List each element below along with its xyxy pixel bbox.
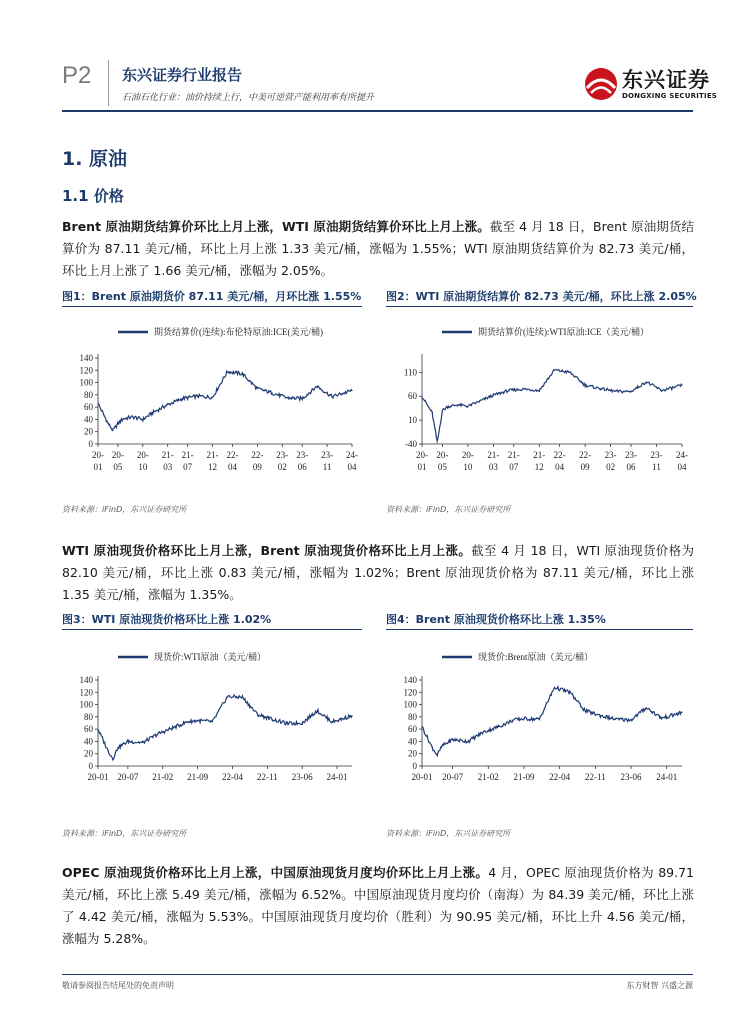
data-point (182, 398, 183, 399)
x-tick-label: 04 (227, 462, 237, 472)
x-tick-label: 04 (347, 462, 357, 472)
x-tick-label: 24-01 (326, 772, 348, 782)
x-tick-label: 24- (676, 450, 688, 460)
y-tick-label: 120 (79, 687, 93, 698)
x-tick-label: 02 (606, 462, 616, 472)
x-tick-label: 04 (677, 462, 687, 472)
data-point (157, 733, 158, 734)
data-point (523, 388, 524, 389)
header-rule (62, 110, 693, 112)
x-tick-label: 06 (626, 462, 636, 472)
x-tick-label: 20- (416, 450, 428, 460)
x-tick-label: 20- (461, 450, 474, 460)
x-tick-label: 20-07 (117, 772, 139, 782)
footer-slogan: 东方财智 兴盛之源 (626, 981, 693, 990)
x-tick-label: 23- (296, 450, 309, 460)
data-point (287, 723, 288, 724)
data-point (336, 720, 337, 721)
data-point (508, 390, 509, 391)
y-tick-label: 80 (408, 711, 417, 722)
footer-disclaimer: 敬请参阅报告结尾处的免责声明 (62, 981, 174, 990)
y-tick-label: 140 (79, 353, 93, 363)
data-point (630, 719, 631, 720)
report-title: 东兴证券行业报告 (122, 66, 243, 84)
data-point (97, 403, 98, 404)
series-line (98, 695, 352, 760)
data-point (187, 721, 188, 722)
data-point (227, 371, 228, 372)
x-tick-label: 07 (183, 462, 193, 472)
y-tick-label: 20 (408, 748, 417, 759)
data-point (600, 388, 601, 389)
y-tick-label: 40 (84, 414, 93, 425)
figure-3-source: 资料来源：iFinD，东兴证券研究所 (62, 829, 187, 838)
data-point (331, 396, 332, 397)
data-point (661, 390, 662, 391)
data-point (437, 442, 438, 443)
y-tick-label: 60 (84, 724, 93, 735)
data-point (152, 412, 153, 413)
x-tick-label: 22- (579, 450, 592, 460)
x-tick-label: 22-04 (549, 772, 571, 782)
x-tick-label: 23-06 (291, 772, 313, 782)
data-point (569, 372, 570, 373)
x-tick-label: 05 (437, 462, 447, 472)
x-tick-label: 03 (163, 462, 173, 472)
x-tick-label: 23- (625, 450, 638, 460)
x-tick-label: 05 (113, 462, 123, 472)
data-point (539, 719, 540, 720)
data-point (615, 391, 616, 392)
x-tick-label: 21- (533, 450, 546, 460)
data-point (351, 390, 352, 391)
figure-4-rule (386, 629, 693, 630)
y-tick-label: 120 (403, 687, 417, 698)
x-tick-label: 20-07 (442, 772, 464, 782)
x-tick-label: 24-01 (656, 772, 678, 782)
data-point (132, 416, 133, 417)
data-point (523, 718, 524, 719)
x-tick-label: 20- (436, 450, 449, 460)
legend-label: 期货结算价(连续):WTI原油:ICE（美元/桶） (478, 327, 649, 337)
y-tick-label: 100 (79, 377, 93, 388)
paragraph-lead: OPEC 原油现货价格环比上月上涨，中国原油现货月度均价环比上月上涨。 (62, 865, 489, 880)
legend-label: 现货价:WTI原油（美元/桶） (154, 652, 266, 662)
y-tick-label: 0 (412, 761, 417, 771)
data-point (112, 430, 113, 431)
x-tick-label: 01 (93, 462, 103, 472)
data-point (432, 412, 433, 413)
x-tick-label: 21- (507, 450, 520, 460)
series-line (422, 687, 682, 756)
x-tick-label: 21- (161, 450, 174, 460)
x-tick-label: 22- (553, 450, 566, 460)
y-tick-label: 80 (84, 711, 93, 722)
data-point (661, 717, 662, 718)
x-tick-label: 09 (580, 462, 590, 472)
y-tick-label: 40 (408, 736, 417, 747)
x-tick-label: 03 (488, 462, 498, 472)
paragraph-body: 截至 4 月 18 日，WTI 原油现货价格为 82.10 美元/桶，环比上涨 0.83 美元/桶，涨幅为 1.02%；Brent 原油现货价格为 87.11 美元/桶，环比上涨 1.35 美元/桶，涨幅为 1.35%。 (62, 543, 694, 602)
figure-2-source: 资料来源：iFinD，东兴证券研究所 (386, 505, 511, 514)
y-tick-label: 120 (79, 365, 93, 376)
series-line (422, 370, 682, 442)
x-tick-label: 21-09 (513, 772, 535, 782)
data-point (437, 754, 438, 755)
x-tick-label: 02 (277, 462, 287, 472)
data-point (554, 687, 555, 688)
data-point (681, 385, 682, 386)
data-point (197, 720, 198, 721)
x-tick-label: 21-02 (477, 772, 499, 782)
x-tick-label: 22- (226, 450, 239, 460)
data-point (585, 710, 586, 711)
y-tick-label: 10 (408, 415, 417, 426)
y-tick-label: 20 (84, 748, 93, 759)
x-tick-label: 10 (463, 462, 473, 472)
figure-4-caption: 图4：Brent 原油现货价格环比上涨 1.35% (386, 613, 606, 626)
data-point (477, 401, 478, 402)
x-tick-label: 22- (251, 450, 264, 460)
data-point (257, 714, 258, 715)
page-number: P2 (62, 62, 92, 89)
y-tick-label: 100 (403, 699, 417, 710)
data-point (112, 758, 113, 759)
y-tick-label: 60 (84, 402, 93, 413)
chart-brent-futures (62, 318, 362, 484)
data-point (467, 741, 468, 742)
footer-rule (62, 974, 693, 975)
data-point (117, 747, 118, 748)
data-point (569, 692, 570, 693)
x-tick-label: 11 (322, 462, 332, 472)
data-point (630, 391, 631, 392)
data-point (681, 712, 682, 713)
paragraph-lead: WTI 原油现货价格环比上月上涨，Brent 原油现货价格环比上月上涨。 (62, 543, 472, 558)
y-tick-label: 60 (408, 391, 417, 402)
data-point (142, 419, 143, 420)
data-point (483, 732, 484, 733)
data-point (600, 715, 601, 716)
data-point (421, 396, 422, 397)
data-point (498, 726, 499, 727)
data-point (117, 423, 118, 424)
x-tick-label: 21-09 (187, 772, 209, 782)
x-tick-label: 06 (297, 462, 307, 472)
data-point (585, 385, 586, 386)
x-tick-label: 10 (138, 462, 148, 472)
y-tick-label: 140 (403, 675, 417, 685)
y-tick-label: 40 (84, 736, 93, 747)
x-tick-label: 22-11 (584, 772, 606, 782)
paragraph-futures (62, 216, 694, 282)
legend-label: 现货价:Brent原油（美元/桶） (478, 652, 593, 662)
data-point (212, 721, 213, 722)
x-tick-label: 01 (417, 462, 427, 472)
data-point (554, 369, 555, 370)
data-point (442, 410, 443, 411)
y-tick-label: -40 (405, 439, 417, 449)
report-subtitle: 石油石化行业：油价持续上行，中美可逆营产能利用率有所提升 (122, 93, 375, 103)
data-point (351, 715, 352, 716)
section-heading: 1. 原油 (62, 148, 128, 170)
header-divider (108, 60, 109, 106)
paragraph-lead: Brent 原油期货结算价环比上月上涨，WTI 原油期货结算价环比上月上涨。 (62, 219, 490, 234)
chart-brent-spot (386, 644, 693, 794)
x-tick-label: 22-04 (221, 772, 243, 782)
figure-1-caption: 图1：Brent 原油期货价 87.11 美元/桶，月环比涨 1.55% (62, 290, 362, 303)
figure-2-caption: 图2：WTI 原油期货结算价 82.73 美元/桶，环比上涨 2.05% (386, 290, 697, 303)
x-tick-label: 21- (487, 450, 500, 460)
series-line (98, 371, 352, 430)
x-tick-label: 23-06 (620, 772, 642, 782)
data-point (539, 390, 540, 391)
x-tick-label: 11 (652, 462, 661, 472)
data-point (646, 707, 647, 708)
data-point (615, 719, 616, 720)
data-point (513, 719, 514, 720)
y-tick-label: 110 (403, 367, 417, 378)
x-tick-label: 09 (252, 462, 262, 472)
chart-wti-spot (62, 644, 362, 794)
y-tick-label: 100 (79, 699, 93, 710)
x-tick-label: 20-01 (411, 772, 433, 782)
paragraph-body: 4 月，OPEC 原油现货价格为 89.71 美元/桶，环比上涨 5.49 美元/桶，涨幅为 6.52%。中国原油现货月度均价（南海）为 84.39 美元/桶，环比上涨了 4.42 美元/桶，涨幅为 5.53%。中国原油现货月度均价（胜利）为 90.95 美元/桶，环比上升 4.56 美元/桶，涨幅为 5.28%。 (62, 865, 694, 946)
paragraph-opec (62, 862, 694, 950)
data-point (646, 381, 647, 382)
data-point (142, 742, 143, 743)
figure-1-rule (62, 306, 362, 307)
x-tick-label: 20- (136, 450, 149, 460)
figure-2-rule (386, 306, 693, 307)
figure-3-caption: 图3：WTI 原油现货价格环比上涨 1.02% (62, 613, 272, 626)
data-point (197, 395, 198, 396)
data-point (452, 739, 453, 740)
y-tick-label: 20 (84, 426, 93, 437)
x-tick-label: 12 (208, 462, 218, 472)
data-point (317, 386, 318, 387)
x-tick-label: 20- (92, 450, 104, 460)
data-point (287, 397, 288, 398)
data-point (127, 741, 128, 742)
logo-name: 东兴证券 (622, 68, 710, 92)
y-tick-label: 140 (79, 675, 93, 685)
data-point (242, 373, 243, 374)
data-point (442, 745, 443, 746)
x-tick-label: 21- (181, 450, 194, 460)
x-tick-label: 20- (111, 450, 124, 460)
x-tick-label: 12 (534, 462, 544, 472)
company-logo-icon (582, 66, 620, 102)
y-tick-label: 0 (88, 439, 93, 449)
subsection-heading: 1.1 价格 (62, 187, 124, 205)
data-point (421, 726, 422, 727)
logo-english-name: DONGXING SECURITIES (622, 92, 718, 100)
data-point (493, 395, 494, 396)
data-point (107, 423, 108, 424)
data-point (302, 722, 303, 723)
data-point (107, 750, 108, 751)
data-point (272, 392, 273, 393)
x-tick-label: 23- (321, 450, 334, 460)
data-point (447, 406, 448, 407)
data-point (257, 388, 258, 389)
y-tick-label: 60 (408, 724, 417, 735)
y-tick-label: 80 (84, 389, 93, 400)
data-point (331, 721, 332, 722)
paragraph-spot (62, 540, 694, 606)
x-tick-label: 23- (276, 450, 289, 460)
data-point (212, 397, 213, 398)
x-tick-label: 23- (604, 450, 617, 460)
data-point (467, 406, 468, 407)
data-point (242, 697, 243, 698)
y-tick-label: 0 (88, 761, 93, 771)
x-tick-label: 24- (346, 450, 358, 460)
data-point (671, 388, 672, 389)
x-tick-label: 23- (650, 450, 663, 460)
data-point (432, 747, 433, 748)
x-tick-label: 20-01 (87, 772, 109, 782)
paragraph-body: 截至 4 月 18 日，Brent 原油期货结算价为 87.11 美元/桶，环比上月上涨 1.33 美元/桶，涨幅为 1.55%；WTI 原油期货结算价为 82.73 美元/桶，环比上月上涨了 1.66 美元/桶，涨幅为 2.05%。 (62, 219, 695, 278)
data-point (341, 393, 342, 394)
figure-1-source: 资料来源：iFinD，东兴证券研究所 (62, 505, 187, 514)
figure-4-source: 资料来源：iFinD，东兴证券研究所 (386, 829, 511, 838)
legend-label: 期货结算价(连续):布伦特原油:ICE(美元/桶) (154, 327, 323, 337)
data-point (97, 729, 98, 730)
figure-3-rule (62, 629, 362, 630)
data-point (172, 727, 173, 728)
x-tick-label: 21-02 (152, 772, 174, 782)
data-point (167, 404, 168, 405)
x-tick-label: 21- (206, 450, 219, 460)
chart-wti-futures (386, 318, 693, 484)
data-point (317, 710, 318, 711)
data-point (272, 719, 273, 720)
x-tick-label: 07 (509, 462, 519, 472)
data-point (666, 716, 667, 717)
data-point (227, 696, 228, 697)
data-point (302, 398, 303, 399)
x-tick-label: 04 (555, 462, 565, 472)
x-tick-label: 22-11 (256, 772, 278, 782)
data-point (457, 404, 458, 405)
data-point (122, 418, 123, 419)
